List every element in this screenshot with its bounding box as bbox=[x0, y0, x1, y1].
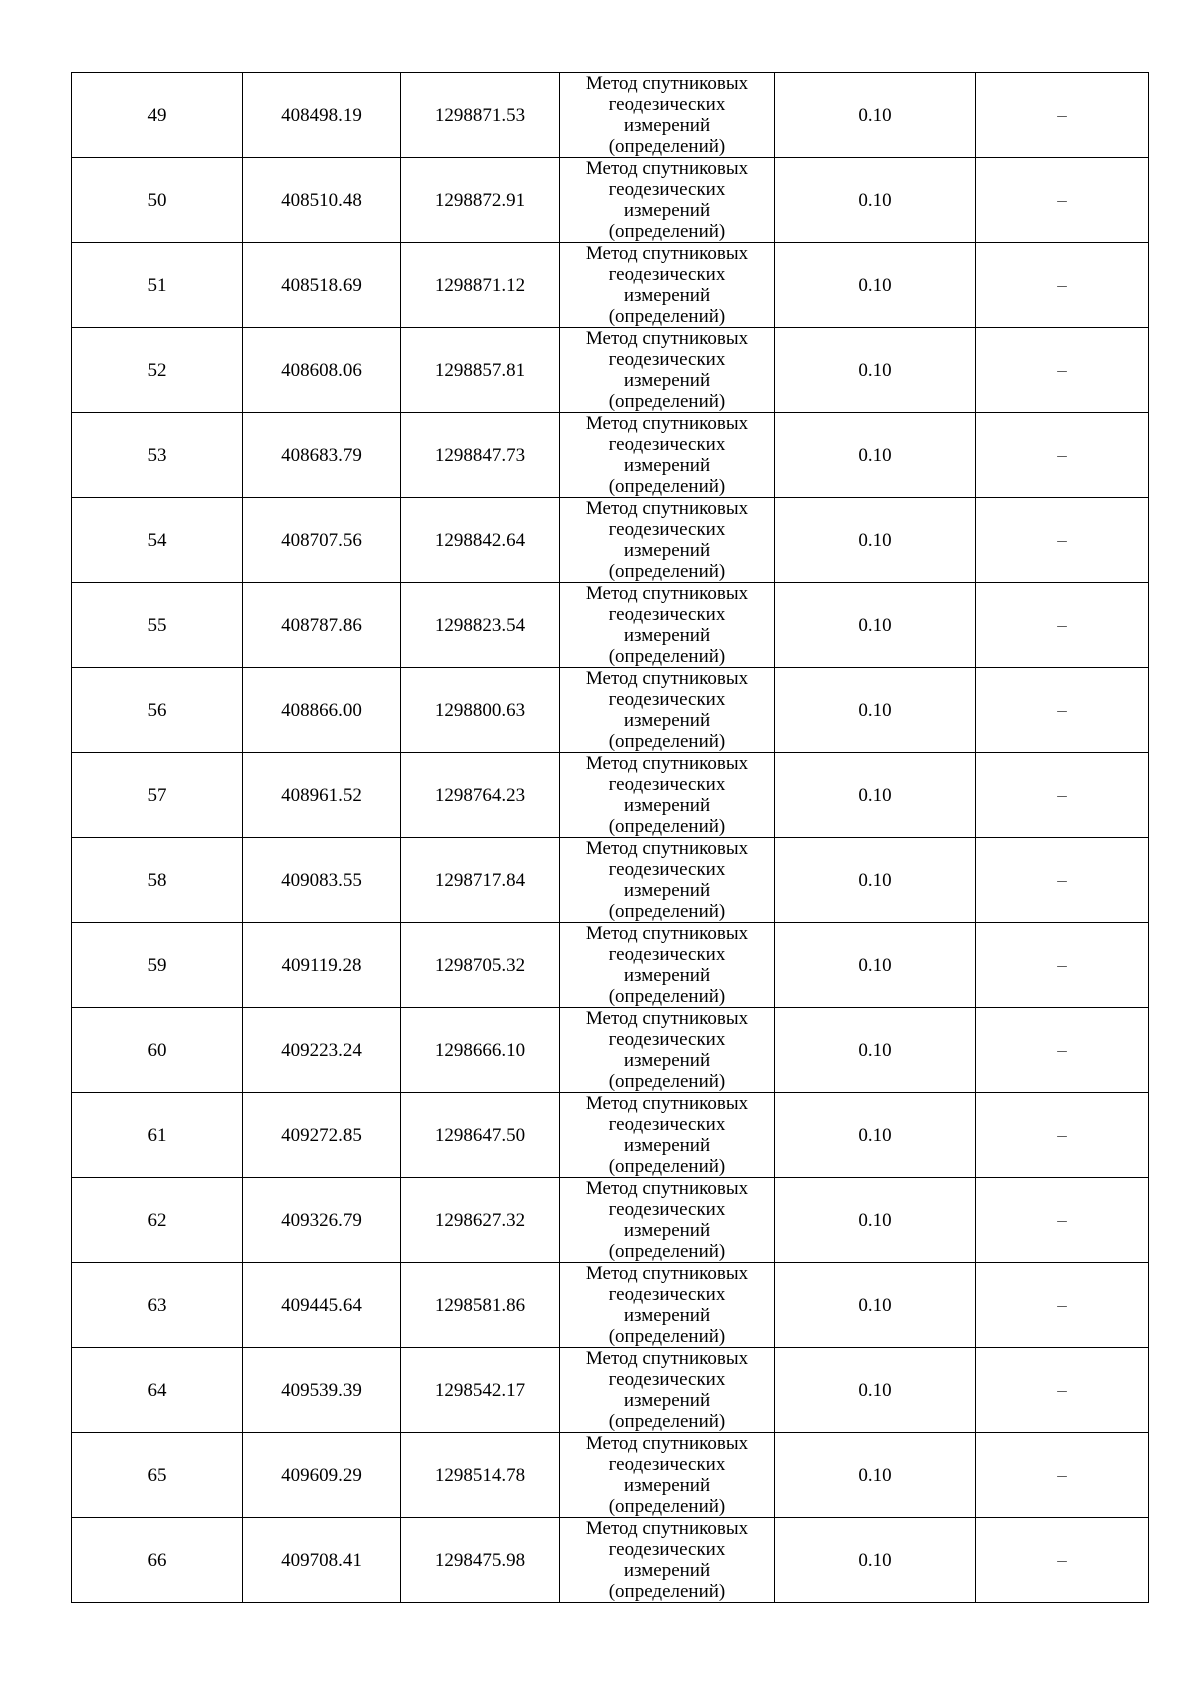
x-coordinate-cell: 409445.64 bbox=[243, 1263, 401, 1348]
y-coordinate-cell: 1298871.12 bbox=[401, 243, 560, 328]
method-cell bbox=[560, 1518, 775, 1603]
note-cell: – bbox=[976, 1093, 1149, 1178]
method-line: (определений) bbox=[608, 1411, 726, 1432]
x-coordinate-cell: 408707.56 bbox=[243, 498, 401, 583]
accuracy-cell: 0.10 bbox=[775, 838, 976, 923]
point-number-cell: 56 bbox=[72, 668, 243, 753]
note-cell: – bbox=[976, 1433, 1149, 1518]
point-number-cell: 65 bbox=[72, 1433, 243, 1518]
y-coordinate-cell: 1298581.86 bbox=[401, 1263, 560, 1348]
method-line: (определений) bbox=[608, 1156, 726, 1177]
note-cell: – bbox=[976, 668, 1149, 753]
x-coordinate-cell: 409609.29 bbox=[243, 1433, 401, 1518]
method-line: измерений bbox=[623, 625, 711, 646]
table-row bbox=[72, 583, 1149, 668]
accuracy-cell: 0.10 bbox=[775, 1518, 976, 1603]
method-line: измерений bbox=[623, 540, 711, 561]
note-cell: – bbox=[976, 328, 1149, 413]
method-line: измерений bbox=[623, 1390, 711, 1411]
method-line: измерений bbox=[623, 370, 711, 391]
table-row bbox=[72, 1263, 1149, 1348]
method-line: Метод спутниковых bbox=[585, 498, 749, 519]
method-line: геодезических bbox=[608, 1114, 726, 1135]
method-cell bbox=[560, 413, 775, 498]
point-number-cell: 66 bbox=[72, 1518, 243, 1603]
x-coordinate-cell: 409539.39 bbox=[243, 1348, 401, 1433]
x-coordinate-cell: 408608.06 bbox=[243, 328, 401, 413]
method-line: Метод спутниковых bbox=[585, 583, 749, 604]
point-number-cell: 52 bbox=[72, 328, 243, 413]
y-coordinate-cell: 1298627.32 bbox=[401, 1178, 560, 1263]
y-coordinate-cell: 1298800.63 bbox=[401, 668, 560, 753]
method-cell bbox=[560, 73, 775, 158]
method-cell bbox=[560, 838, 775, 923]
method-cell bbox=[560, 1263, 775, 1348]
note-cell: – bbox=[976, 498, 1149, 583]
accuracy-cell: 0.10 bbox=[775, 1433, 976, 1518]
method-line: Метод спутниковых bbox=[585, 753, 749, 774]
method-line: (определений) bbox=[608, 136, 726, 157]
point-number-cell: 54 bbox=[72, 498, 243, 583]
method-line: (определений) bbox=[608, 1241, 726, 1262]
accuracy-cell: 0.10 bbox=[775, 1008, 976, 1093]
method-cell bbox=[560, 923, 775, 1008]
point-number-cell: 58 bbox=[72, 838, 243, 923]
accuracy-cell: 0.10 bbox=[775, 243, 976, 328]
table-row bbox=[72, 668, 1149, 753]
point-number-cell: 51 bbox=[72, 243, 243, 328]
table-row bbox=[72, 498, 1149, 583]
method-line: Метод спутниковых bbox=[585, 73, 749, 94]
note-cell: – bbox=[976, 1178, 1149, 1263]
method-line: Метод спутниковых bbox=[585, 1433, 749, 1454]
method-line: (определений) bbox=[608, 731, 726, 752]
method-cell bbox=[560, 1093, 775, 1178]
table-row bbox=[72, 753, 1149, 838]
accuracy-cell: 0.10 bbox=[775, 753, 976, 838]
method-line: измерений bbox=[623, 1560, 711, 1581]
y-coordinate-cell: 1298764.23 bbox=[401, 753, 560, 838]
method-line: Метод спутниковых bbox=[585, 1093, 749, 1114]
method-line: (определений) bbox=[608, 1326, 726, 1347]
method-cell bbox=[560, 1348, 775, 1433]
y-coordinate-cell: 1298823.54 bbox=[401, 583, 560, 668]
y-coordinate-cell: 1298666.10 bbox=[401, 1008, 560, 1093]
method-line: измерений bbox=[623, 455, 711, 476]
coordinates-table bbox=[71, 72, 1149, 1603]
method-line: геодезических bbox=[608, 1369, 726, 1390]
method-line: Метод спутниковых bbox=[585, 413, 749, 434]
note-cell: – bbox=[976, 243, 1149, 328]
table-row bbox=[72, 1008, 1149, 1093]
method-line: геодезических bbox=[608, 604, 726, 625]
method-cell bbox=[560, 158, 775, 243]
x-coordinate-cell: 409119.28 bbox=[243, 923, 401, 1008]
method-line: (определений) bbox=[608, 306, 726, 327]
x-coordinate-cell: 408961.52 bbox=[243, 753, 401, 838]
method-line: (определений) bbox=[608, 1071, 726, 1092]
accuracy-cell: 0.10 bbox=[775, 413, 976, 498]
method-line: геодезических bbox=[608, 519, 726, 540]
point-number-cell: 64 bbox=[72, 1348, 243, 1433]
y-coordinate-cell: 1298717.84 bbox=[401, 838, 560, 923]
table-row bbox=[72, 1518, 1149, 1603]
method-line: Метод спутниковых bbox=[585, 1178, 749, 1199]
method-line: геодезических bbox=[608, 1539, 726, 1560]
document-page bbox=[71, 72, 1148, 1603]
table-row bbox=[72, 838, 1149, 923]
x-coordinate-cell: 408866.00 bbox=[243, 668, 401, 753]
method-line: (определений) bbox=[608, 221, 726, 242]
x-coordinate-cell: 408498.19 bbox=[243, 73, 401, 158]
method-line: геодезических bbox=[608, 944, 726, 965]
x-coordinate-cell: 409708.41 bbox=[243, 1518, 401, 1603]
method-line: (определений) bbox=[608, 391, 726, 412]
point-number-cell: 59 bbox=[72, 923, 243, 1008]
method-cell bbox=[560, 1178, 775, 1263]
accuracy-cell: 0.10 bbox=[775, 158, 976, 243]
method-line: Метод спутниковых bbox=[585, 328, 749, 349]
method-line: измерений bbox=[623, 200, 711, 221]
y-coordinate-cell: 1298871.53 bbox=[401, 73, 560, 158]
note-cell: – bbox=[976, 158, 1149, 243]
method-line: геодезических bbox=[608, 689, 726, 710]
method-line: (определений) bbox=[608, 646, 726, 667]
method-line: геодезических bbox=[608, 859, 726, 880]
method-line: геодезических bbox=[608, 1284, 726, 1305]
y-coordinate-cell: 1298842.64 bbox=[401, 498, 560, 583]
table-row bbox=[72, 243, 1149, 328]
x-coordinate-cell: 408510.48 bbox=[243, 158, 401, 243]
method-line: (определений) bbox=[608, 816, 726, 837]
method-line: геодезических bbox=[608, 1454, 726, 1475]
method-line: измерений bbox=[623, 965, 711, 986]
method-line: геодезических bbox=[608, 349, 726, 370]
x-coordinate-cell: 409272.85 bbox=[243, 1093, 401, 1178]
method-line: измерений bbox=[623, 880, 711, 901]
note-cell: – bbox=[976, 1348, 1149, 1433]
method-line: Метод спутниковых bbox=[585, 1263, 749, 1284]
method-line: измерений bbox=[623, 1220, 711, 1241]
method-line: геодезических bbox=[608, 434, 726, 455]
y-coordinate-cell: 1298514.78 bbox=[401, 1433, 560, 1518]
method-cell bbox=[560, 753, 775, 838]
note-cell: – bbox=[976, 838, 1149, 923]
accuracy-cell: 0.10 bbox=[775, 1263, 976, 1348]
method-line: геодезических bbox=[608, 1199, 726, 1220]
method-line: геодезических bbox=[608, 264, 726, 285]
accuracy-cell: 0.10 bbox=[775, 583, 976, 668]
point-number-cell: 61 bbox=[72, 1093, 243, 1178]
y-coordinate-cell: 1298872.91 bbox=[401, 158, 560, 243]
method-line: геодезических bbox=[608, 94, 726, 115]
point-number-cell: 60 bbox=[72, 1008, 243, 1093]
table-row bbox=[72, 1178, 1149, 1263]
y-coordinate-cell: 1298847.73 bbox=[401, 413, 560, 498]
method-line: (определений) bbox=[608, 1496, 726, 1517]
method-line: измерений bbox=[623, 1305, 711, 1326]
method-line: Метод спутниковых bbox=[585, 923, 749, 944]
accuracy-cell: 0.10 bbox=[775, 923, 976, 1008]
method-line: измерений bbox=[623, 285, 711, 306]
method-line: Метод спутниковых bbox=[585, 1008, 749, 1029]
accuracy-cell: 0.10 bbox=[775, 328, 976, 413]
method-line: геодезических bbox=[608, 774, 726, 795]
table-row bbox=[72, 1348, 1149, 1433]
accuracy-cell: 0.10 bbox=[775, 498, 976, 583]
note-cell: – bbox=[976, 73, 1149, 158]
note-cell: – bbox=[976, 1263, 1149, 1348]
x-coordinate-cell: 408518.69 bbox=[243, 243, 401, 328]
coordinates-table-body bbox=[72, 73, 1149, 1603]
method-line: Метод спутниковых bbox=[585, 1348, 749, 1369]
x-coordinate-cell: 409083.55 bbox=[243, 838, 401, 923]
method-line: Метод спутниковых bbox=[585, 1518, 749, 1539]
table-row bbox=[72, 413, 1149, 498]
method-line: измерений bbox=[623, 115, 711, 136]
table-row bbox=[72, 1093, 1149, 1178]
method-line: (определений) bbox=[608, 561, 726, 582]
y-coordinate-cell: 1298647.50 bbox=[401, 1093, 560, 1178]
method-line: Метод спутниковых bbox=[585, 838, 749, 859]
method-cell bbox=[560, 243, 775, 328]
point-number-cell: 50 bbox=[72, 158, 243, 243]
method-line: (определений) bbox=[608, 901, 726, 922]
x-coordinate-cell: 409223.24 bbox=[243, 1008, 401, 1093]
point-number-cell: 62 bbox=[72, 1178, 243, 1263]
method-line: измерений bbox=[623, 710, 711, 731]
table-row bbox=[72, 923, 1149, 1008]
method-line: измерений bbox=[623, 1475, 711, 1496]
method-line: (определений) bbox=[608, 986, 726, 1007]
accuracy-cell: 0.10 bbox=[775, 73, 976, 158]
note-cell: – bbox=[976, 583, 1149, 668]
y-coordinate-cell: 1298542.17 bbox=[401, 1348, 560, 1433]
method-cell bbox=[560, 328, 775, 413]
x-coordinate-cell: 408787.86 bbox=[243, 583, 401, 668]
method-cell bbox=[560, 1433, 775, 1518]
method-line: (определений) bbox=[608, 1581, 726, 1602]
point-number-cell: 55 bbox=[72, 583, 243, 668]
note-cell: – bbox=[976, 413, 1149, 498]
method-line: Метод спутниковых bbox=[585, 243, 749, 264]
accuracy-cell: 0.10 bbox=[775, 1348, 976, 1433]
table-row bbox=[72, 158, 1149, 243]
point-number-cell: 53 bbox=[72, 413, 243, 498]
method-line: Метод спутниковых bbox=[585, 158, 749, 179]
point-number-cell: 57 bbox=[72, 753, 243, 838]
method-line: измерений bbox=[623, 1050, 711, 1071]
method-cell bbox=[560, 1008, 775, 1093]
point-number-cell: 63 bbox=[72, 1263, 243, 1348]
x-coordinate-cell: 408683.79 bbox=[243, 413, 401, 498]
note-cell: – bbox=[976, 923, 1149, 1008]
method-cell bbox=[560, 583, 775, 668]
y-coordinate-cell: 1298475.98 bbox=[401, 1518, 560, 1603]
y-coordinate-cell: 1298705.32 bbox=[401, 923, 560, 1008]
method-line: (определений) bbox=[608, 476, 726, 497]
table-row bbox=[72, 1433, 1149, 1518]
note-cell: – bbox=[976, 1518, 1149, 1603]
table-row bbox=[72, 328, 1149, 413]
accuracy-cell: 0.10 bbox=[775, 1093, 976, 1178]
table-row bbox=[72, 73, 1149, 158]
method-line: геодезических bbox=[608, 179, 726, 200]
note-cell: – bbox=[976, 1008, 1149, 1093]
accuracy-cell: 0.10 bbox=[775, 668, 976, 753]
method-line: Метод спутниковых bbox=[585, 668, 749, 689]
x-coordinate-cell: 409326.79 bbox=[243, 1178, 401, 1263]
method-cell bbox=[560, 668, 775, 753]
method-line: измерений bbox=[623, 795, 711, 816]
method-cell bbox=[560, 498, 775, 583]
method-line: геодезических bbox=[608, 1029, 726, 1050]
y-coordinate-cell: 1298857.81 bbox=[401, 328, 560, 413]
accuracy-cell: 0.10 bbox=[775, 1178, 976, 1263]
point-number-cell: 49 bbox=[72, 73, 243, 158]
note-cell: – bbox=[976, 753, 1149, 838]
method-line: измерений bbox=[623, 1135, 711, 1156]
